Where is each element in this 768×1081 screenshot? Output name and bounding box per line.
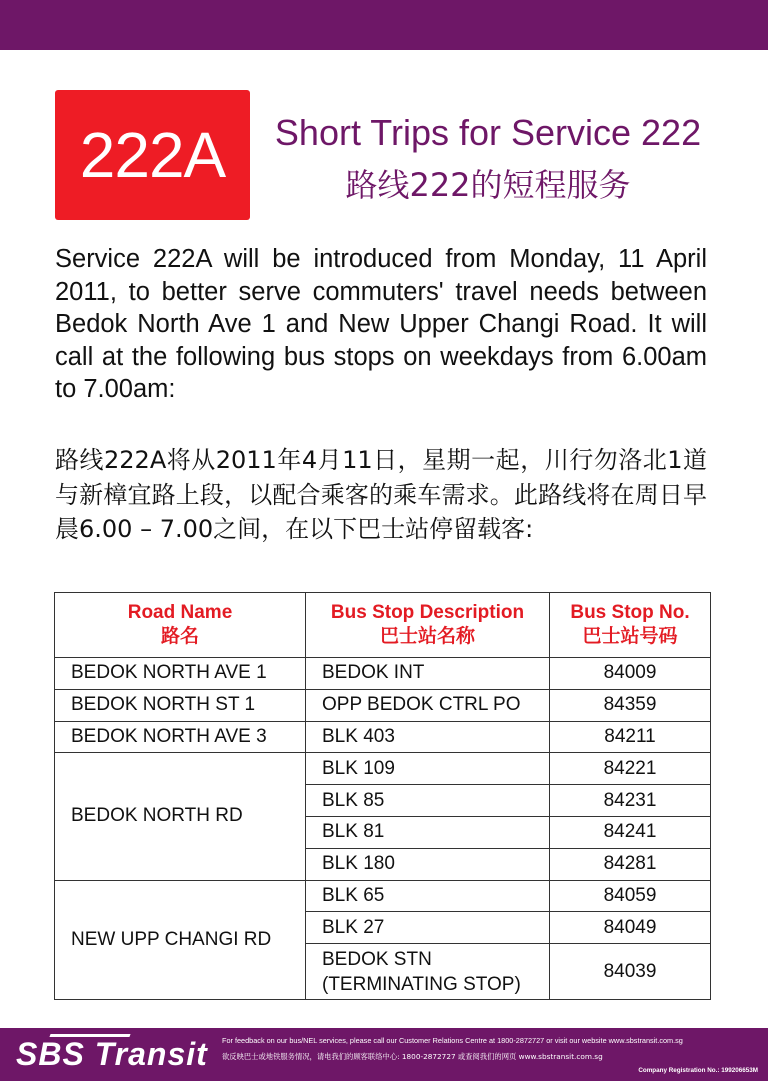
title-chinese: 路线222的短程服务 bbox=[345, 166, 631, 204]
stop-number: 84221 bbox=[550, 753, 711, 785]
bus-stop-table bbox=[54, 592, 711, 1000]
road-name: BEDOK NORTH AVE 3 bbox=[55, 721, 306, 753]
footer bbox=[0, 1028, 768, 1081]
company-registration: Company Registration No.: 199206653M bbox=[638, 1067, 758, 1074]
table-row bbox=[55, 721, 711, 753]
table-row bbox=[55, 880, 711, 912]
stop-number: 84359 bbox=[550, 689, 711, 721]
table-row bbox=[55, 753, 711, 785]
sbs-transit-logo: SBS Transit bbox=[16, 1036, 208, 1072]
stop-description: BLK 27 bbox=[306, 912, 550, 944]
title-english: Short Trips for Service 222 bbox=[274, 112, 702, 153]
stop-description: BEDOK INT bbox=[306, 658, 550, 690]
notice-chinese: 路线222A将从2011年4月11日，星期一起，川行勿洛北1道与新樟宜路上段，以配合乘客的乘车需求。此路线将在周日早晨6.00 – 7.00之间，在以下巴士站停留载客: bbox=[55, 446, 707, 543]
stop-number: 84039 bbox=[550, 944, 711, 1000]
service-badge: 222A bbox=[55, 90, 250, 220]
road-name: BEDOK NORTH AVE 1 bbox=[55, 658, 306, 690]
stop-description: BLK 180 bbox=[306, 848, 550, 880]
stop-number: 84211 bbox=[550, 721, 711, 753]
feedback-chinese: 欲反映巴士或地铁服务情况，请电我们的顾客联络中心: 1800-2872727 或查阅我们的网页 www.sbstransit.com.sg bbox=[222, 1052, 603, 1061]
stop-description: BLK 403 bbox=[306, 721, 550, 753]
stop-description: OPP BEDOK CTRL PO bbox=[306, 689, 550, 721]
stop-number: 84281 bbox=[550, 848, 711, 880]
stop-description: BLK 85 bbox=[306, 785, 550, 817]
road-name: NEW UPP CHANGI RD bbox=[55, 880, 306, 1000]
stop-description: BEDOK STN (TERMINATING STOP) bbox=[306, 944, 550, 1000]
road-name: BEDOK NORTH ST 1 bbox=[55, 689, 306, 721]
header-road-name: Road Name 路名 bbox=[55, 593, 306, 658]
table-row bbox=[55, 689, 711, 721]
stop-description: BLK 81 bbox=[306, 816, 550, 848]
header-stop-description: Bus Stop Description 巴士站名称 bbox=[306, 593, 550, 658]
stop-number: 84231 bbox=[550, 785, 711, 817]
stop-number: 84009 bbox=[550, 658, 711, 690]
feedback-english: For feedback on our bus/NEL services, please call our Customer Relations Centre at 1800-2872727 or visit our website www.sbstransit.com.sg bbox=[222, 1036, 683, 1045]
stop-number: 84241 bbox=[550, 816, 711, 848]
table-row bbox=[55, 658, 711, 690]
stop-description: BLK 65 bbox=[306, 880, 550, 912]
header-stop-number: Bus Stop No. 巴士站号码 bbox=[550, 593, 711, 658]
table-header-row bbox=[55, 593, 711, 658]
top-banner bbox=[0, 0, 768, 50]
stop-number: 84059 bbox=[550, 880, 711, 912]
road-name: BEDOK NORTH RD bbox=[55, 753, 306, 880]
notice-english: Service 222A will be introduced from Monday, 11 April 2011, to better serve commuters' travel needs between Bedok North Ave 1 and New Upper Changi Road. It will call at the following bus stops on weekdays from 6.00am to 7.00am: bbox=[55, 245, 707, 403]
stop-number: 84049 bbox=[550, 912, 711, 944]
stop-description: BLK 109 bbox=[306, 753, 550, 785]
